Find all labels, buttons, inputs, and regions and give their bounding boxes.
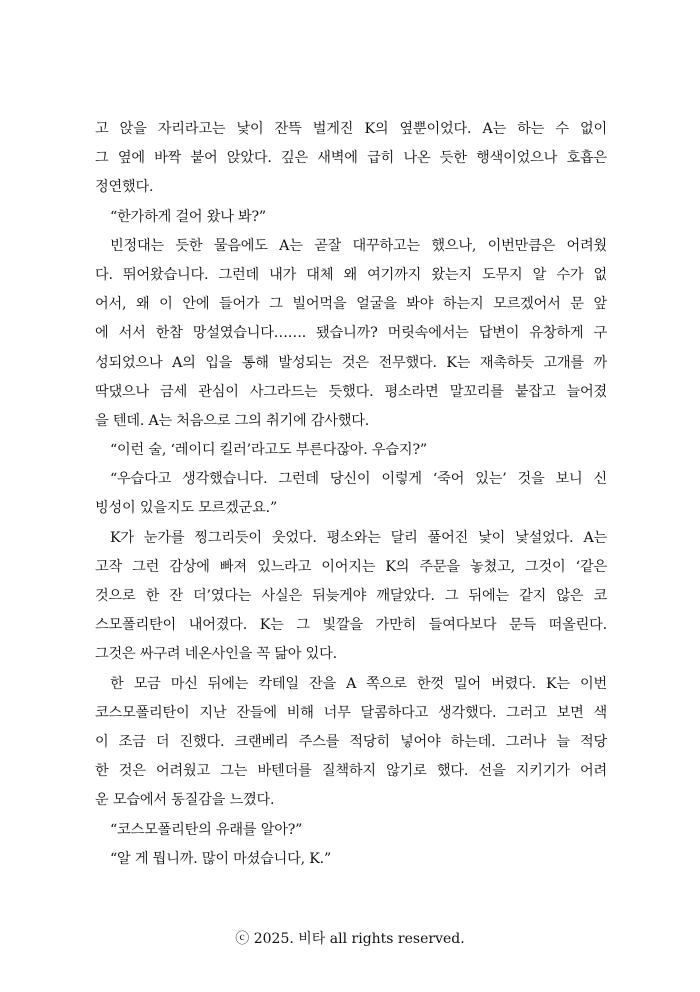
text-line: 고 앉을 자리라고는 낯이 잔뜩 벌게진 K의 옆뿐이었다. A는 하는 수 없이: [95, 121, 607, 137]
text-line: 성되었으나 A의 입을 통해 발성되는 것은 전무했다. K는 재촉하듯 고개를 까: [95, 354, 607, 371]
text-line: K가 눈가를 찡그리듯이 웃었다. 평소와는 달리 풀어진 낯이 낯설었다. A는: [110, 529, 607, 546]
text-line: 이 조금 더 진했다. 크랜베리 주스를 적당히 넣어야 하는데. 그러나 늘 적당: [95, 733, 607, 750]
text-line: 어서, 왜 이 안에 들어가 그 빌어먹을 얼굴을 봐야 하는지 모르겠어서 문 앞: [95, 296, 607, 313]
text-line: 한 모금 마신 뒤에는 칵테일 잔을 A 쪽으로 한껏 밀어 버렸다. K는 이번: [110, 675, 607, 692]
text-line: 그 옆에 바짝 붙어 앉았다. 깊은 새벽에 급히 나온 듯한 행색이었으나 호흡은: [95, 150, 607, 167]
text-line: 한 것은 어려웠고 그는 바텐더를 질책하지 않기로 했다. 선을 지키기가 어려: [95, 763, 607, 780]
body-text: [95, 115, 607, 874]
text-line: 을 텐데. A는 처음으로 그의 취기에 감사했다.: [95, 412, 370, 429]
text-line: “한가하게 걸어 왔나 봐?”: [110, 208, 266, 225]
text-line: 빙성이 있을지도 모르겠군요.”: [95, 500, 278, 517]
text-line: “알 게 뭡니까. 많이 마셨습니다, K.”: [110, 850, 332, 867]
text-line: “이런 술, ‘레이디 킬러’라고도 부른다잖아. 우습지?”: [110, 442, 427, 459]
text-line: 다. 뛰어왔습니다. 그런데 내가 대체 왜 여기까지 왔는지 도무지 알 수가 없: [95, 266, 607, 283]
text-line: 정연했다.: [95, 179, 154, 196]
text-line: “우습다고 생각했습니다. 그런데 당신이 이렇게 ‘죽어 있는’ 것을 보니 신: [110, 471, 607, 488]
text-line: 그것은 싸구려 네온사인을 꼭 닮아 있다.: [95, 646, 337, 663]
text-line: 빈정대는 듯한 물음에도 A는 곧잘 대꾸하고는 했으나, 이번만큼은 어려웠: [110, 237, 607, 254]
text-line: 스모폴리탄이 내어졌다. K는 그 빛깔을 가만히 들여다보다 문득 떠올린다.: [95, 617, 607, 634]
text-line: 에 서서 한참 망설였습니다……. 됐습니까? 머릿속에서는 답변이 유창하게 구: [95, 325, 607, 342]
text-line: 것으로 한 잔 더’였다는 사실은 뒤늦게야 깨달았다. 그 뒤에는 같지 않은 코: [95, 588, 607, 604]
text-line: 코스모폴리탄이 지난 잔들에 비해 너무 달콤하다고 생각했다. 그러고 보면 색: [95, 704, 607, 721]
text-line: 딱댔으나 금세 관심이 사그라드는 듯했다. 평소라면 말꼬리를 붙잡고 늘어졌: [95, 383, 607, 400]
text-line: “코스모폴리탄의 유래를 알아?”: [110, 821, 303, 838]
copyright-footer: ⓒ 2025. 비타 all rights reserved.: [235, 931, 465, 947]
text-line: 고작 그런 감상에 빠져 있느라고 이어지는 K의 주문을 놓쳤고, 그것이 ‘같은: [95, 558, 607, 575]
text-line: 운 모습에서 동질감을 느꼈다.: [95, 792, 275, 809]
